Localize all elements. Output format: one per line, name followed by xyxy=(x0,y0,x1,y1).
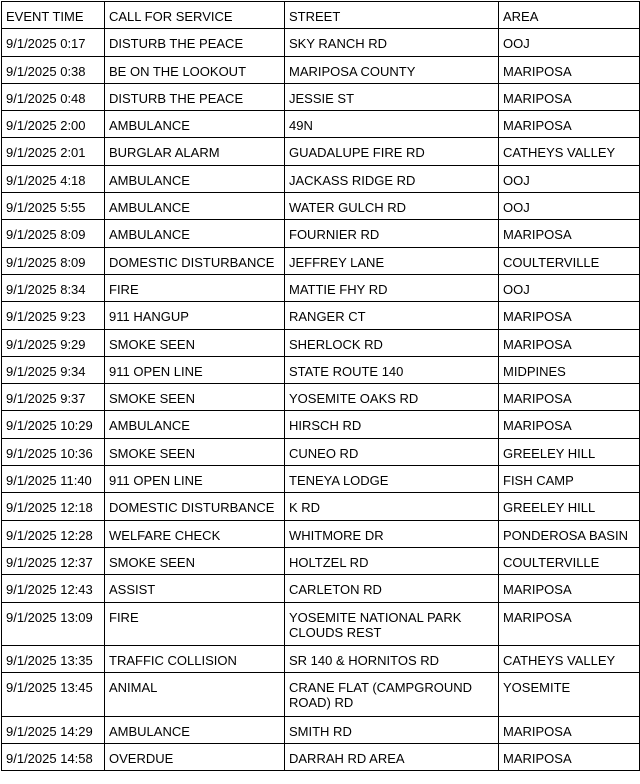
street-cell: WHITMORE DR xyxy=(285,520,499,547)
call-type-cell: AMBULANCE xyxy=(105,716,285,743)
table-row xyxy=(2,744,640,771)
event-time-cell: 9/1/2025 0:17 xyxy=(2,29,105,56)
area-cell: COULTERVILLE xyxy=(499,247,640,274)
table-row xyxy=(2,56,640,83)
event-time-cell: 9/1/2025 13:09 xyxy=(2,602,105,645)
event-time-cell: 9/1/2025 5:55 xyxy=(2,193,105,220)
table-row xyxy=(2,716,640,743)
event-time-cell: 9/1/2025 0:38 xyxy=(2,56,105,83)
call-type-cell: SMOKE SEEN xyxy=(105,547,285,574)
event-time-cell: 9/1/2025 8:09 xyxy=(2,220,105,247)
area-cell: OOJ xyxy=(499,165,640,192)
event-time-cell: 9/1/2025 12:43 xyxy=(2,575,105,602)
table-row xyxy=(2,356,640,383)
call-type-cell: ASSIST xyxy=(105,575,285,602)
table-row xyxy=(2,329,640,356)
table-row xyxy=(2,29,640,56)
call-type-cell: AMBULANCE xyxy=(105,193,285,220)
table-row xyxy=(2,547,640,574)
area-cell: MIDPINES xyxy=(499,356,640,383)
street-cell: GUADALUPE FIRE RD xyxy=(285,138,499,165)
street-cell: HOLTZEL RD xyxy=(285,547,499,574)
event-time-cell: 9/1/2025 12:28 xyxy=(2,520,105,547)
call-type-cell: AMBULANCE xyxy=(105,220,285,247)
call-type-cell: FIRE xyxy=(105,274,285,301)
event-time-cell: 9/1/2025 9:29 xyxy=(2,329,105,356)
street-cell: K RD xyxy=(285,493,499,520)
call-type-cell: DISTURB THE PEACE xyxy=(105,83,285,110)
street-cell: WATER GULCH RD xyxy=(285,193,499,220)
event-time-cell: 9/1/2025 4:18 xyxy=(2,165,105,192)
call-log-table xyxy=(1,1,640,771)
event-time-cell: 9/1/2025 12:37 xyxy=(2,547,105,574)
street-cell: YOSEMITE OAKS RD xyxy=(285,384,499,411)
table-row xyxy=(2,83,640,110)
street-cell: SHERLOCK RD xyxy=(285,329,499,356)
area-cell: CATHEYS VALLEY xyxy=(499,138,640,165)
event-time-cell: 9/1/2025 0:48 xyxy=(2,83,105,110)
call-type-cell: SMOKE SEEN xyxy=(105,384,285,411)
event-time-cell: 9/1/2025 12:18 xyxy=(2,493,105,520)
event-time-cell: 9/1/2025 2:01 xyxy=(2,138,105,165)
event-time-cell: 9/1/2025 9:23 xyxy=(2,302,105,329)
table-row xyxy=(2,111,640,138)
event-time-cell: 9/1/2025 2:00 xyxy=(2,111,105,138)
street-cell: JESSIE ST xyxy=(285,83,499,110)
event-time-cell: 9/1/2025 8:09 xyxy=(2,247,105,274)
area-cell: MARIPOSA xyxy=(499,56,640,83)
event-time-cell: 9/1/2025 9:34 xyxy=(2,356,105,383)
event-time-cell: 9/1/2025 14:58 xyxy=(2,744,105,771)
area-cell: MARIPOSA xyxy=(499,716,640,743)
street-cell: RANGER CT xyxy=(285,302,499,329)
street-cell: CUNEO RD xyxy=(285,438,499,465)
table-row xyxy=(2,193,640,220)
street-cell: TENEYA LODGE xyxy=(285,466,499,493)
area-cell: MARIPOSA xyxy=(499,411,640,438)
table-row xyxy=(2,247,640,274)
header-street: STREET xyxy=(285,2,499,29)
event-time-cell: 9/1/2025 8:34 xyxy=(2,274,105,301)
call-type-cell: AMBULANCE xyxy=(105,111,285,138)
table-row xyxy=(2,602,640,645)
call-type-cell: DOMESTIC DISTURBANCE xyxy=(105,247,285,274)
street-cell: SMITH RD xyxy=(285,716,499,743)
table-row xyxy=(2,466,640,493)
event-time-cell: 9/1/2025 14:29 xyxy=(2,716,105,743)
street-cell: SKY RANCH RD xyxy=(285,29,499,56)
street-cell: JACKASS RIDGE RD xyxy=(285,165,499,192)
area-cell: OOJ xyxy=(499,29,640,56)
street-cell: FOURNIER RD xyxy=(285,220,499,247)
call-type-cell: WELFARE CHECK xyxy=(105,520,285,547)
event-time-cell: 9/1/2025 10:36 xyxy=(2,438,105,465)
call-type-cell: AMBULANCE xyxy=(105,165,285,192)
street-cell: CRANE FLAT (CAMPGROUND ROAD) RD xyxy=(285,672,499,716)
table-row xyxy=(2,520,640,547)
area-cell: MARIPOSA xyxy=(499,111,640,138)
table-row xyxy=(2,165,640,192)
header-row xyxy=(2,2,640,29)
header-area: AREA xyxy=(499,2,640,29)
table-row xyxy=(2,302,640,329)
event-time-cell: 9/1/2025 11:40 xyxy=(2,466,105,493)
table-row xyxy=(2,575,640,602)
call-type-cell: TRAFFIC COLLISION xyxy=(105,645,285,672)
street-cell: SR 140 & HORNITOS RD xyxy=(285,645,499,672)
area-cell: MARIPOSA xyxy=(499,384,640,411)
event-time-cell: 9/1/2025 13:45 xyxy=(2,672,105,716)
area-cell: COULTERVILLE xyxy=(499,547,640,574)
street-cell: DARRAH RD AREA xyxy=(285,744,499,771)
street-cell: YOSEMITE NATIONAL PARK CLOUDS REST xyxy=(285,602,499,645)
area-cell: FISH CAMP xyxy=(499,466,640,493)
area-cell: MARIPOSA xyxy=(499,575,640,602)
area-cell: MARIPOSA xyxy=(499,329,640,356)
street-cell: CARLETON RD xyxy=(285,575,499,602)
table-row xyxy=(2,411,640,438)
area-cell: MARIPOSA xyxy=(499,602,640,645)
call-type-cell: SMOKE SEEN xyxy=(105,438,285,465)
table-row xyxy=(2,138,640,165)
event-time-cell: 9/1/2025 10:29 xyxy=(2,411,105,438)
call-type-cell: FIRE xyxy=(105,602,285,645)
table-row xyxy=(2,438,640,465)
area-cell: CATHEYS VALLEY xyxy=(499,645,640,672)
area-cell: MARIPOSA xyxy=(499,83,640,110)
call-type-cell: BURGLAR ALARM xyxy=(105,138,285,165)
street-cell: STATE ROUTE 140 xyxy=(285,356,499,383)
call-type-cell: DISTURB THE PEACE xyxy=(105,29,285,56)
street-cell: MATTIE FHY RD xyxy=(285,274,499,301)
table-row xyxy=(2,645,640,672)
area-cell: OOJ xyxy=(499,274,640,301)
call-type-cell: 911 OPEN LINE xyxy=(105,466,285,493)
call-type-cell: DOMESTIC DISTURBANCE xyxy=(105,493,285,520)
event-time-cell: 9/1/2025 9:37 xyxy=(2,384,105,411)
street-cell: JEFFREY LANE xyxy=(285,247,499,274)
area-cell: GREELEY HILL xyxy=(499,493,640,520)
area-cell: OOJ xyxy=(499,193,640,220)
event-time-cell: 9/1/2025 13:35 xyxy=(2,645,105,672)
call-type-cell: AMBULANCE xyxy=(105,411,285,438)
call-type-cell: BE ON THE LOOKOUT xyxy=(105,56,285,83)
table-row xyxy=(2,384,640,411)
table-row xyxy=(2,672,640,716)
area-cell: GREELEY HILL xyxy=(499,438,640,465)
area-cell: MARIPOSA xyxy=(499,744,640,771)
call-type-cell: OVERDUE xyxy=(105,744,285,771)
call-type-cell: SMOKE SEEN xyxy=(105,329,285,356)
call-type-cell: 911 OPEN LINE xyxy=(105,356,285,383)
area-cell: YOSEMITE xyxy=(499,672,640,716)
table-row xyxy=(2,493,640,520)
street-cell: 49N xyxy=(285,111,499,138)
street-cell: HIRSCH RD xyxy=(285,411,499,438)
call-type-cell: ANIMAL xyxy=(105,672,285,716)
call-type-cell: 911 HANGUP xyxy=(105,302,285,329)
street-cell: MARIPOSA COUNTY xyxy=(285,56,499,83)
header-call-for-service: CALL FOR SERVICE xyxy=(105,2,285,29)
area-cell: MARIPOSA xyxy=(499,220,640,247)
header-event-time: EVENT TIME xyxy=(2,2,105,29)
area-cell: MARIPOSA xyxy=(499,302,640,329)
table-row xyxy=(2,220,640,247)
area-cell: PONDEROSA BASIN xyxy=(499,520,640,547)
table-row xyxy=(2,274,640,301)
